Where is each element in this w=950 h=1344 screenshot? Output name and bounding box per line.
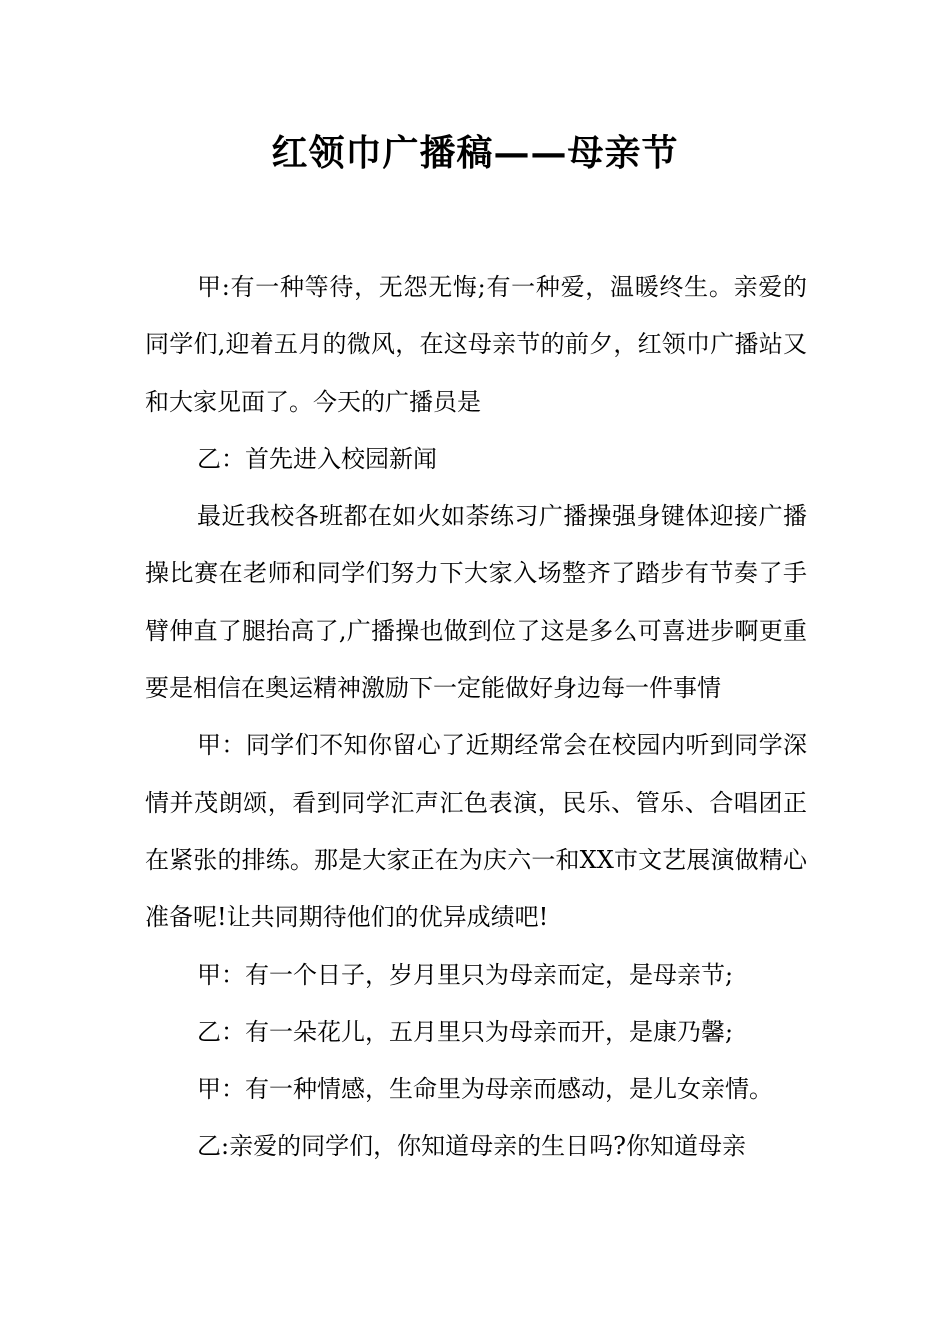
- paragraph: 乙：首先进入校园新闻: [197, 444, 437, 473]
- paragraph: 甲：有一个日子，岁月里只为母亲而定，是母亲节;: [197, 960, 734, 989]
- paragraph: 甲：同学们不知你留心了近期经常会在校园内听到同学深情并茂朗颂，看到同学汇声汇色表演，民乐、管乐、合唱团正在紧张的排练。那是大家正在为庆六一和XX市文艺展演做精心准备呢!让共同期待他们的优异成绩吧!: [145, 731, 807, 932]
- paragraph: 乙:亲爱的同学们，你知道母亲的生日吗?你知道母亲: [197, 1132, 746, 1161]
- document-title: 红领巾广播稿——母亲节: [271, 132, 679, 174]
- paragraph: 甲：有一种情感，生命里为母亲而感动，是儿女亲情。: [197, 1075, 773, 1104]
- document-body: [145, 259, 807, 1176]
- paragraph: 甲:有一种等待，无怨无悔;有一种爱，温暖终生。亲爱的同学们,迎着五月的微风，在这母亲节的前夕，红领巾广播站又和大家见面了。今天的广播员是: [145, 273, 807, 416]
- paragraph: 最近我校各班都在如火如荼练习广播操强身键体迎接广播操比赛在老师和同学们努力下大家入场整齐了踏步有节奏了手臂伸直了腿抬高了,广播操也做到位了这是多么可喜进步啊更重要是相信在奥运精神激励下一定能做好身边每一件事情: [145, 502, 807, 703]
- paragraph: 乙：有一朵花儿，五月里只为母亲而开，是康乃馨;: [197, 1017, 734, 1046]
